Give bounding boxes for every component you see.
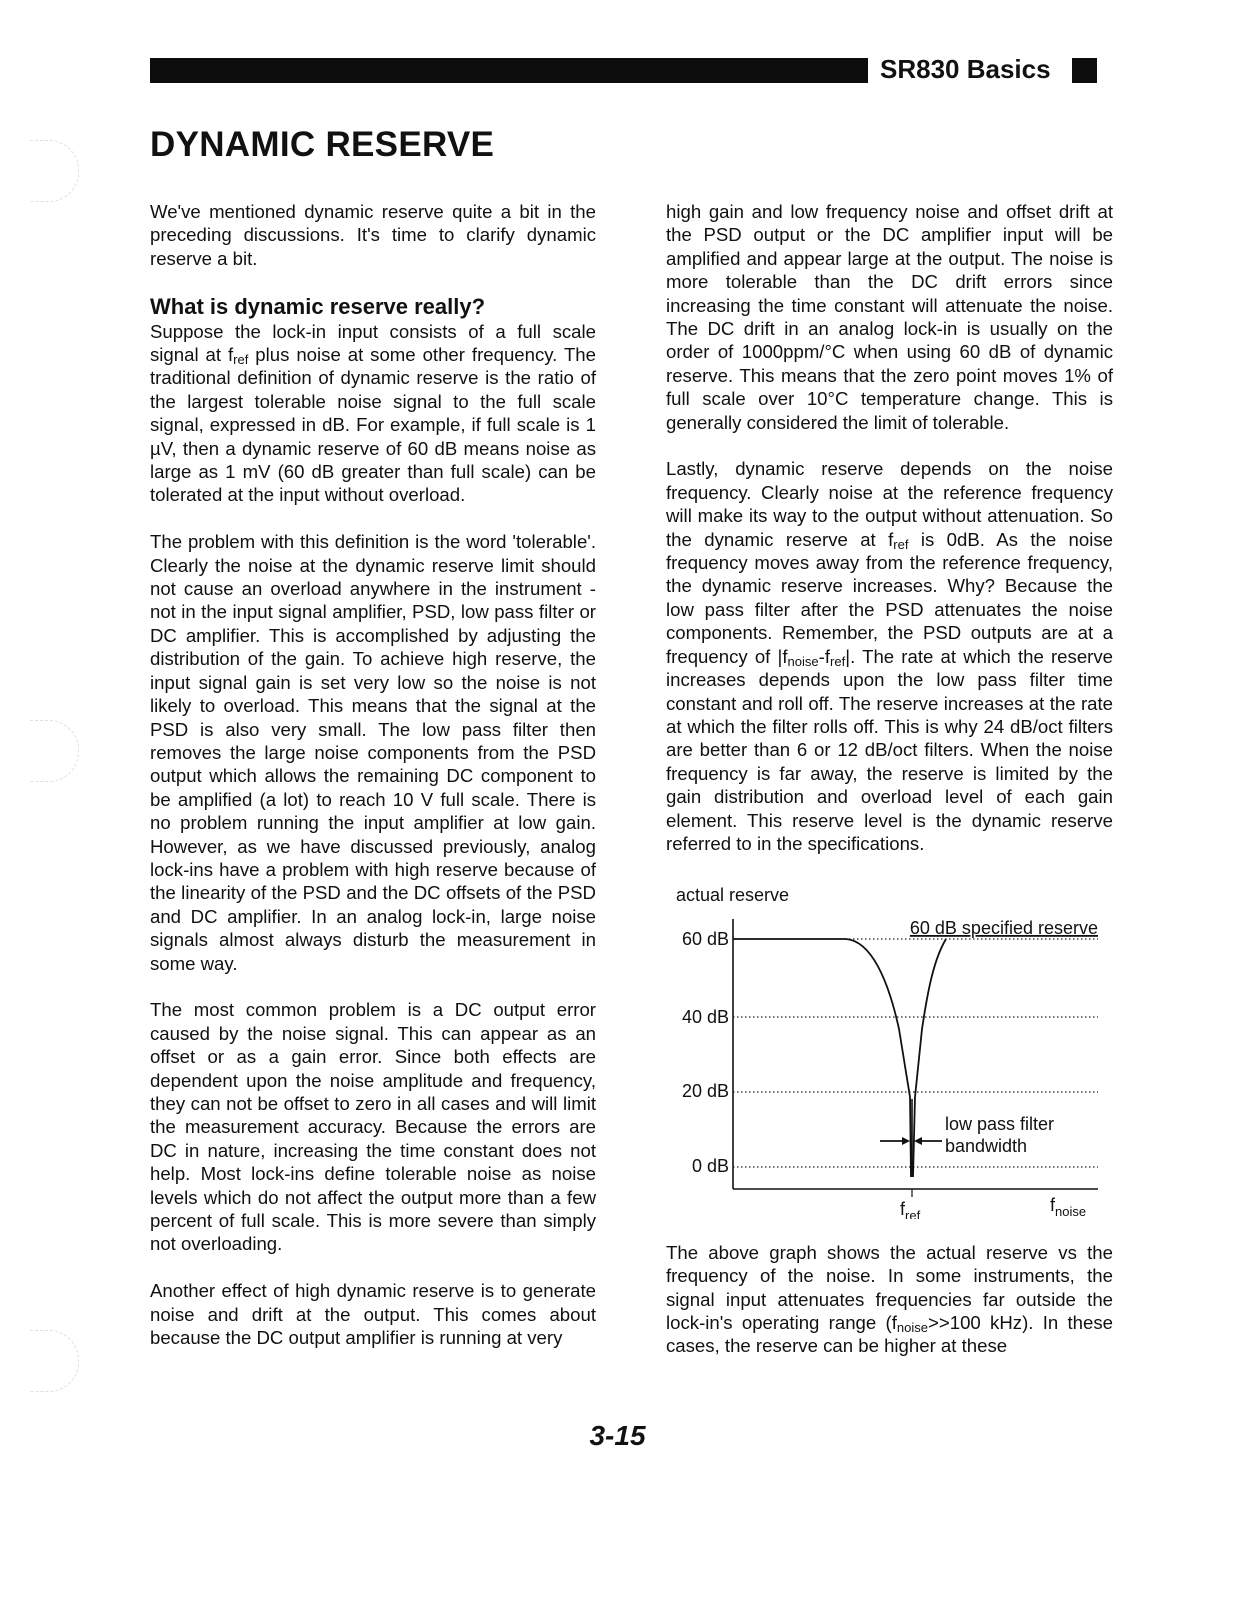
y-tick-label: 60 dB (681, 928, 729, 949)
punch-hole (30, 720, 79, 782)
y-axis-title: actual reserve (676, 884, 790, 905)
page-number: 3-15 (589, 1420, 646, 1451)
y-tick-label: 40 dB (681, 1006, 729, 1027)
dc-error-paragraph: The most common problem is a DC output error caused by the noise signal. This can appear as an offset or as a gain error. Since both effects are dependent upon the noise amplitude and frequency, they can not be offset to zero in all cases and will limit the measurement accuracy. Because the errors are DC in nature, increasing the time constant does not help. Most lock-ins define tolerable noise as noise levels which do not affect the output more than a few percent of full scale. This is more severe than simply not overloading. (150, 999, 596, 1255)
specified-reserve-label: 60 dB specified reserve (909, 917, 1098, 938)
left-column (150, 200, 596, 1373)
y-tick-label: 20 dB (681, 1080, 729, 1101)
reserve-graph (666, 879, 1113, 1219)
x-label-fref: $f_{ref}$ (900, 1198, 921, 1219)
section-heading: What is dynamic reserve really? (150, 293, 486, 319)
bandwidth-label-line1: low pass filter (945, 1113, 1055, 1134)
header-square (1072, 58, 1097, 83)
right-column (666, 200, 1113, 1381)
arrowhead-icon (914, 1137, 922, 1145)
drift-paragraph: Another effect of high dynamic reserve is to generate noise and drift at the output. This comes about because the DC output amplifier is running at very (150, 1280, 596, 1349)
definition-paragraph: Suppose the lock-in input consists of a full scale signal at $f_{ref}$ plus noise at some other frequency. The traditional definition of dynamic reserve is the ratio of the largest tolerable noise signal to the full scale signal, expressed in dB. For example, if full scale is 1 µV, then a dynamic reserve of 60 dB means noise as large as 1 mV (60 dB greater than full scale) can be tolerated at the input without overload. (150, 320, 596, 506)
graph-description-paragraph: The above graph shows the actual reserve vs the frequency of the noise. In some instruments, the signal input attenuates frequencies far outside the lock-in's operating range ($f_{noise}>>100$ kHz). In these cases, the reserve can be higher at these (666, 1241, 1113, 1357)
drift-continued-paragraph: high gain and low frequency noise and offset drift at the PSD output or the DC amplifier input will be amplified and appear large at the output. The noise is more tolerable than the DC drift errors since increasing the time constant will attenuate the noise. The DC drift in an analog lock-in is usually on the order of 1000ppm/°C when using 60 dB of dynamic reserve. This means that the zero point moves 1% of full scale over 10°C temperature change. This is generally considered the limit of tolerable. (666, 201, 1113, 433)
x-label-fnoise: $f_{noise}$ (1050, 1194, 1087, 1219)
noise-frequency-paragraph: Lastly, dynamic reserve depends on the noise frequency. Clearly noise at the reference frequency will make its way to the output without attenuation. So the dynamic reserve at $f_{ref}$ is 0dB. As the noise frequency moves away from the reference frequency, the dynamic reserve increases. Why? Because the low pass filter after the PSD attenuates the noise components. Remember, the PSD outputs are at a frequency of $|f_{noise}-f_{ref}|$. The rate at which the reserve increases depends upon the low pass filter time constant and roll off. The reserve increases at the rate at which the filter rolls off. This is why 24 dB/oct filters are better than 6 or 12 dB/oct filters. When the noise frequency is far away, the reserve is limited by the gain distribution and overload level of each gain element. This reserve level is the dynamic reserve referred to in the specifications. (666, 458, 1113, 854)
arrowhead-icon (902, 1137, 910, 1145)
punch-hole (30, 1330, 79, 1392)
intro-paragraph: We've mentioned dynamic reserve quite a bit in the preceding discussions. It's time to clarify dynamic reserve a bit. (150, 201, 596, 269)
header-bar (150, 58, 868, 83)
bandwidth-label-line2: bandwidth (945, 1135, 1028, 1156)
y-tick-label: 0 dB (691, 1155, 729, 1176)
tolerable-paragraph: The problem with this definition is the word 'tolerable'. Clearly the noise at the dynamic reserve limit should not cause an overload anywhere in the instrument - not in the input signal amplifier, PSD, low pass filter or DC amplifier. This is accomplished by adjusting the distribution of the gain. To achieve high reserve, the input signal gain is set very low so the noise is not likely to overload. This means that the signal at the PSD is also very small. The low pass filter then removes the large noise components from the PSD output which allows the remaining DC component to be amplified (a lot) to reach 10 V full scale. There is no problem running the input amplifier at low gain. However, as we have discussed previously, analog lock-ins have a problem with high reserve because of the linearity of the PSD and the DC offsets of the PSD and DC amplifier. In an analog lock-in, large noise signals almost always disturb the measurement in some way. (150, 531, 596, 974)
running-header: SR830 Basics (880, 54, 1051, 84)
reserve-curve (733, 939, 946, 1177)
punch-hole (30, 140, 79, 202)
page-title: DYNAMIC RESERVE (150, 125, 495, 164)
